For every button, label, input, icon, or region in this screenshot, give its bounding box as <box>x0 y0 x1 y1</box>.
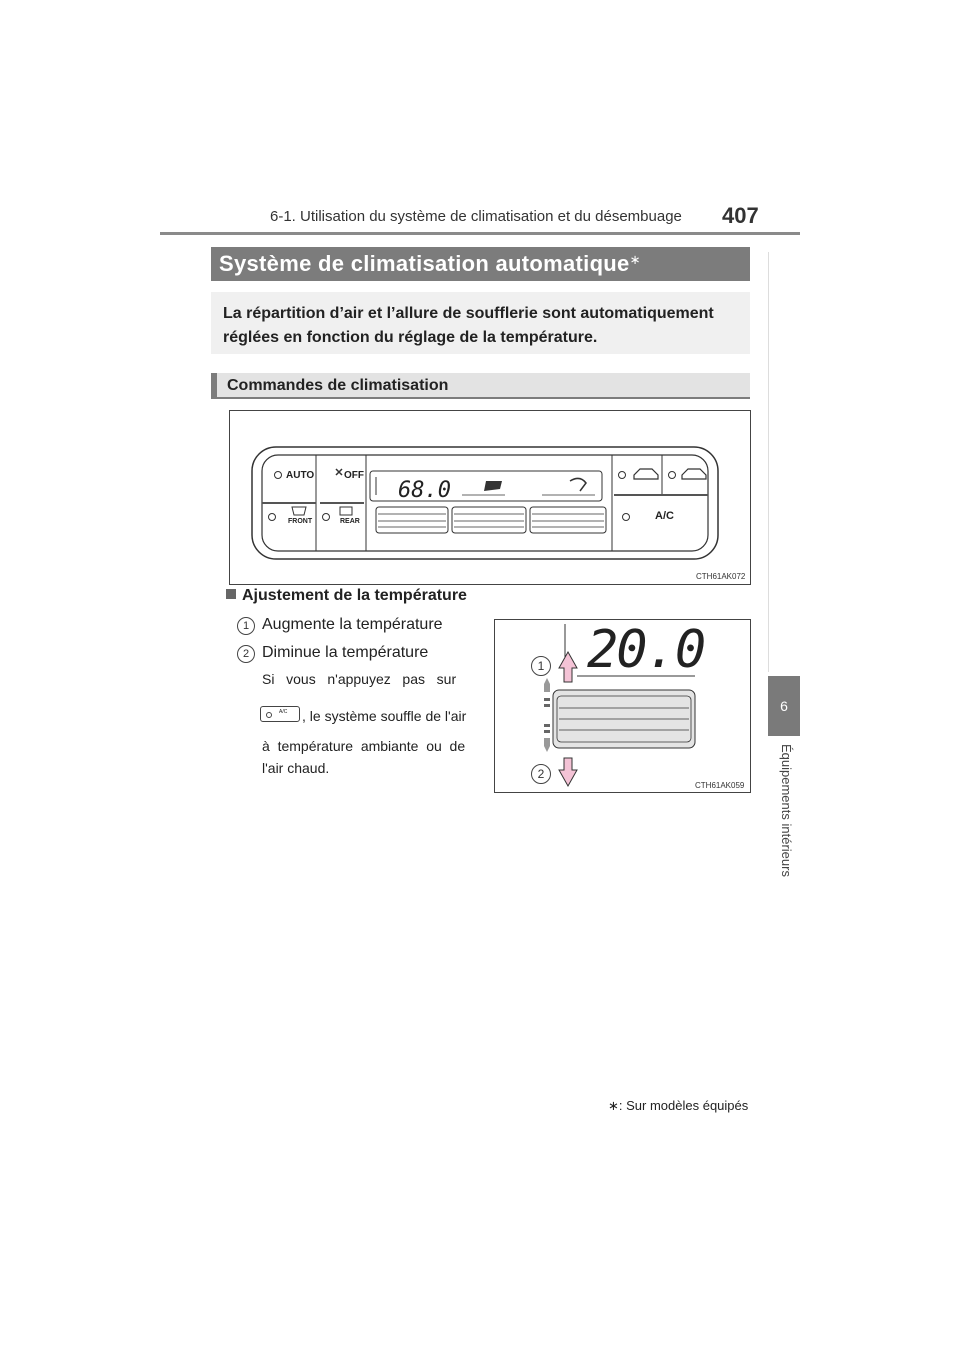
side-divider <box>768 252 800 672</box>
ac-button-icon: A/C <box>260 706 300 722</box>
footnote-mark: ∗ <box>608 1098 619 1113</box>
temperature-title: Ajustement de la température <box>242 587 467 604</box>
section-title-bar <box>211 247 750 281</box>
front-button-label: FRONT <box>288 518 313 525</box>
footnote <box>608 1098 748 1114</box>
auto-button-label: AUTO <box>286 470 315 481</box>
display-temperature: 68.0 <box>398 478 451 503</box>
figure1-code: CTH61AK072 <box>696 572 746 581</box>
figure2-code: CTH61AK059 <box>695 781 745 790</box>
figure-display-temperature: 20.0 <box>587 620 705 680</box>
section-title: Système de climatisation automatique <box>219 251 630 276</box>
paragraph-line-3: à température ambiante ou de <box>262 738 466 754</box>
footnote-text: : Sur modèles équipés <box>618 1098 749 1113</box>
bullet-square-icon <box>226 589 236 599</box>
item-decrease: Diminue la température <box>262 644 429 661</box>
header-rule <box>160 232 800 235</box>
callout-2: 2 <box>237 645 255 663</box>
figure-callout-1: 1 <box>531 656 551 676</box>
paragraph-line-1: Si vous n'appuyez pas sur <box>262 671 457 687</box>
section-intro: La répartition d’air et l’allure de soufflerie sont automatiquement réglées en fonction du réglage de la température. <box>211 292 750 354</box>
rear-button-label: REAR <box>340 518 360 525</box>
off-button-label: OFF <box>344 470 364 481</box>
section-title-mark: ∗ <box>629 252 641 267</box>
paragraph-line-4: l'air chaud. <box>262 760 330 776</box>
side-tab-label: Équipements intérieurs <box>779 744 794 877</box>
control-panel-figure <box>229 410 751 585</box>
paragraph-line-2: , le système souffle de l'air <box>302 708 467 724</box>
figure-callout-2: 2 <box>531 764 551 784</box>
subsection-title: Commandes de climatisation <box>211 373 750 399</box>
callout-1: 1 <box>237 617 255 635</box>
ac-button-label: A/C <box>655 510 674 522</box>
control-panel-illustration <box>230 411 750 584</box>
temperature-figure <box>494 619 751 793</box>
page-number: 407 <box>722 203 759 228</box>
side-tab-number: 6 <box>768 676 800 736</box>
temperature-heading <box>226 587 467 605</box>
chapter-title: 6-1. Utilisation du système de climatisation et du désembuage <box>270 208 682 225</box>
item-increase: Augmente la température <box>262 616 443 633</box>
